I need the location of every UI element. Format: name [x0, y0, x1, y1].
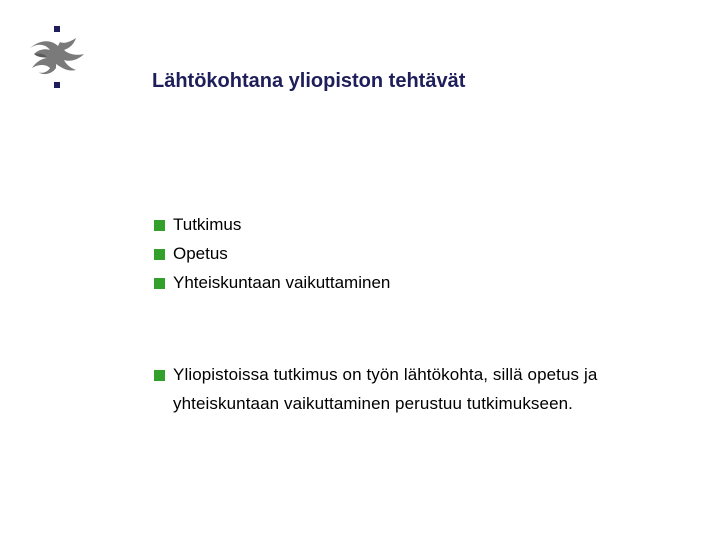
list-item-text: Yliopistoissa tutkimus on työn lähtökohta, sillä opetus ja yhteiskuntaan vaikuttaminen perustuu tutkimukseen.	[173, 365, 598, 413]
list-item-text: Opetus	[173, 244, 228, 263]
list-item-text: Yhteiskuntaan vaikuttaminen	[173, 273, 391, 292]
bullet-square-icon	[154, 220, 165, 231]
page-title: Lähtökohtana yliopiston tehtävät	[152, 70, 466, 92]
bullet-list-secondary	[154, 360, 693, 418]
bullet-square-icon	[154, 249, 165, 260]
university-flame-logo-icon	[22, 24, 88, 94]
bullet-square-icon	[154, 278, 165, 289]
list-item	[154, 360, 693, 418]
bullet-square-icon	[154, 370, 165, 381]
bullet-list-primary	[154, 210, 390, 297]
list-item	[154, 239, 390, 268]
list-item	[154, 210, 390, 239]
list-item	[154, 268, 390, 297]
list-item-text: Tutkimus	[173, 215, 242, 234]
